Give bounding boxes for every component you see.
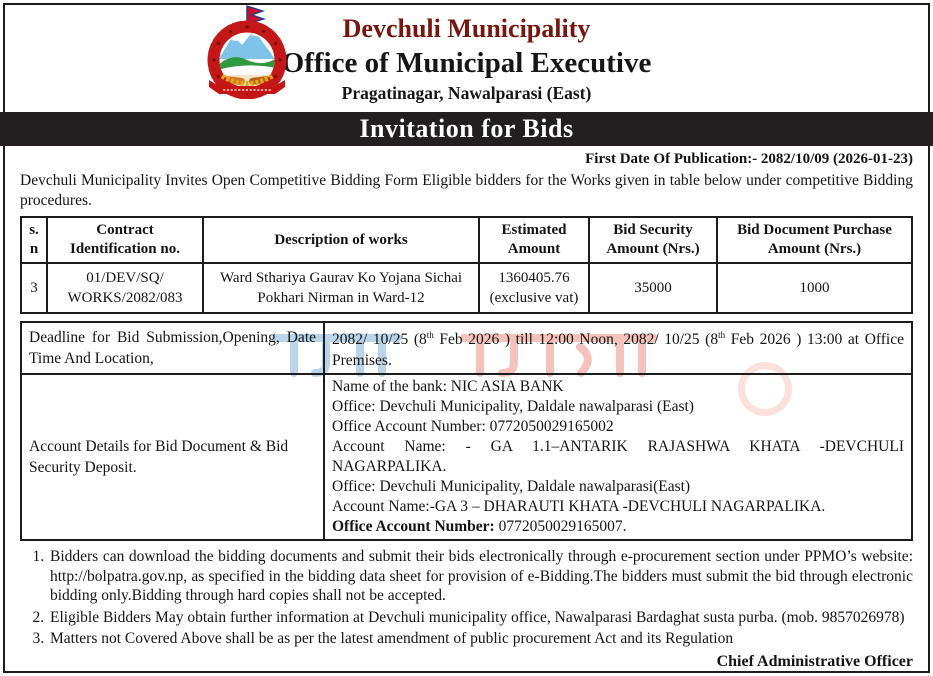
office-address: Pragatinagar, Nawalparasi (East) [341, 83, 592, 103]
notes-list [20, 547, 913, 649]
note-item-3: 3. Matters not Covered Above shall be as per the latest amendment of public procurement Act and its Regulation [48, 629, 913, 649]
office-name: Office of Municipal Executive [281, 47, 652, 79]
col-header-description: Description of works [203, 217, 479, 263]
col-header-contract-id: Contract Identification no. [47, 217, 203, 263]
bid-table-row [21, 263, 912, 313]
letterhead [20, 0, 913, 105]
bid-summary-table [20, 216, 913, 314]
intro-paragraph: Devchuli Municipality Invites Open Competitive Bidding Form Eligible bidders for the Works given in table below under competitive Bidding procedures. [20, 172, 913, 209]
office-account-number-1: Office Account Number: 0772050029165002 [332, 418, 614, 435]
note-item-1: 1. Bidders can download the bidding documents and submit their bids electronically through e-procurement section under PPMO’s website: http://bolpatra.gov.np, as specified in the bidding data sheet for provision of e-Bidding.The bidders must submit the bid through electronic bidding only.Bidding through hard copies shall not be accepted. [48, 547, 913, 606]
deadline-row [21, 322, 912, 374]
account-details-label: Account Details for Bid Document & Bid Security Deposit. [21, 374, 324, 540]
cell-bid-security: 35000 [589, 263, 717, 313]
cell-document-purchase: 1000 [717, 263, 912, 313]
signatory-title: Chief Administrative Officer [716, 652, 913, 670]
account-details-row [21, 374, 912, 540]
bid-details-table [20, 321, 913, 541]
deadline-label: Deadline for Bid Submission,Opening, Date Time And Location, [21, 322, 324, 374]
cell-sn: 3 [21, 263, 47, 313]
invitation-title-banner: Invitation for Bids [0, 112, 933, 146]
nepal-coat-of-arms-logo [194, 3, 300, 99]
col-header-document-purchase: Bid Document Purchase Amount (Nrs.) [717, 217, 912, 263]
office-account-number-2: Office Account Number: 0772050029165007. [332, 518, 627, 535]
bank-name-line: Name of the bank: NIC ASIA BANK [332, 378, 564, 395]
col-header-estimated-amount: Estimated Amount [479, 217, 589, 263]
col-header-sn: s. n [21, 217, 47, 263]
cell-description: Ward Sthariya Gaurav Ko Yojana Sichai Pokhari Nirman in Ward-12 [203, 263, 479, 313]
cell-estimated-amount: 1360405.76 (exclusive vat) [479, 263, 589, 313]
cell-contract-id: 01/DEV/SQ/ WORKS/2082/083 [47, 263, 203, 313]
account-name-1: Account Name: - GA 1.1–ANTARIK RAJASHWA KHATA -DEVCHULI NAGARPALIKA. [332, 438, 904, 475]
deadline-value: 2082/ 10/25 (8th Feb 2026 ) till 12:00 Noon, 2082/ 10/25 (8th Feb 2026 ) 13:00 at Office Premises. [324, 322, 912, 374]
account-name-2: Account Name:-GA 3 – DHARAUTI KHATA -DEVCHULI NAGARPALIKA. [332, 498, 826, 515]
col-header-bid-security: Bid Security Amount (Nrs.) [589, 217, 717, 263]
note-item-2: 2. Eligible Bidders May obtain further information at Devchuli municipality office, Nawalparasi Bardaghat susta purba. (mob. 9857026978) [48, 608, 913, 628]
publication-date-line: First Date Of Publication:- 2082/10/09 (2026-01-23) [585, 151, 913, 167]
account-details-value [324, 374, 912, 540]
bid-table-header-row [21, 217, 912, 263]
bank-office-line-1: Office: Devchuli Municipality, Daldale nawalparasi (East) [332, 398, 694, 415]
bank-office-line-2: Office: Devchuli Municipality, Daldale nawalparasi(East) [332, 478, 691, 495]
municipality-name: Devchuli Municipality [342, 14, 591, 43]
